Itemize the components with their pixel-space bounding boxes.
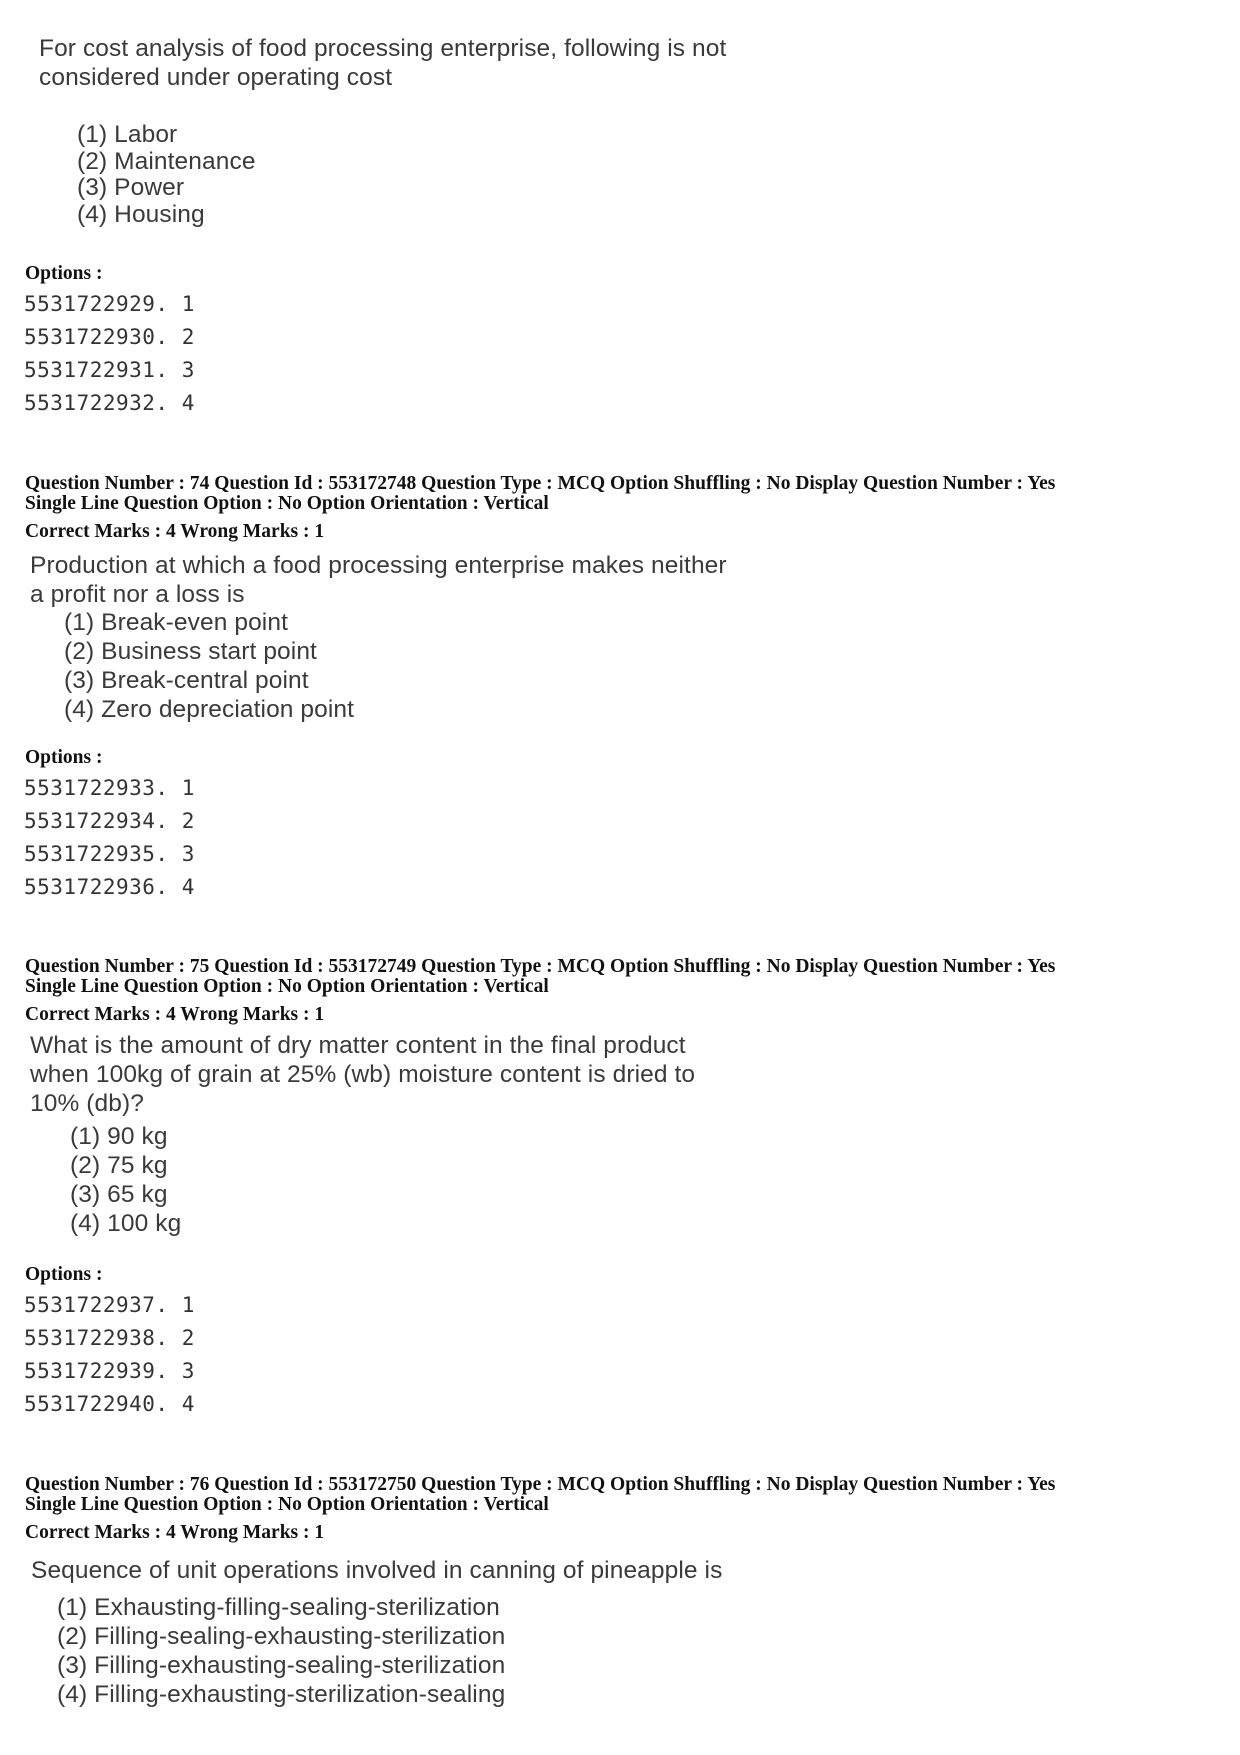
q75-option-2: 5531722938. 2 (24, 1326, 195, 1350)
q74-meta-line-2: Single Line Question Option : No Option Orientation : Vertical (25, 493, 549, 514)
q74-choice-1: (1) Break-even point (64, 609, 288, 636)
q73-option-3: 5531722931. 3 (24, 358, 195, 382)
q73-stem-line: For cost analysis of food processing enterprise, following is not (39, 35, 727, 62)
q75-stem-line: What is the amount of dry matter content in the final product (30, 1032, 686, 1059)
q74-option-4: 5531722936. 4 (24, 875, 195, 899)
q74-option-2: 5531722934. 2 (24, 809, 195, 833)
q74-choice-2: (2) Business start point (64, 638, 317, 665)
q75-options-label: Options : (25, 1264, 103, 1285)
q75-choice-4: (4) 100 kg (70, 1210, 182, 1237)
q74-choices (64, 608, 354, 724)
q76-choices (57, 1593, 505, 1709)
q76-choice-4: (4) Filling-exhausting-sterilization-sealing (57, 1681, 506, 1708)
q75-stem-line: 10% (db)? (30, 1090, 144, 1117)
q74-options-label: Options : (25, 747, 103, 768)
q76-choice-3: (3) Filling-exhausting-sealing-sterilization (57, 1652, 506, 1679)
q75-meta-line-2: Single Line Question Option : No Option Orientation : Vertical (25, 976, 549, 997)
q74-choice-4: (4) Zero depreciation point (64, 696, 355, 723)
q75-marks: Correct Marks : 4 Wrong Marks : 1 (25, 1004, 325, 1025)
q73-option-4: 5531722932. 4 (24, 391, 195, 415)
q74-stem-line: a profit nor a loss is (30, 581, 245, 608)
q75-stem-line: when 100kg of grain at 25% (wb) moisture content is dried to (30, 1061, 696, 1088)
q74-meta-line-1: Question Number : 74 Question Id : 553172748 Question Type : MCQ Option Shuffling : No Display Question Number : Yes (25, 473, 1056, 494)
q73-question-text (39, 34, 726, 92)
q73-stem-line: considered under operating cost (39, 64, 393, 91)
q74-stem-line: Production at which a food processing enterprise makes neither (30, 552, 727, 579)
q74-question-text (30, 551, 727, 609)
q75-option-4: 5531722940. 4 (24, 1392, 195, 1416)
q74-option-3: 5531722935. 3 (24, 842, 195, 866)
q74-choice-3: (3) Break-central point (64, 667, 309, 694)
q76-stem-line: Sequence of unit operations involved in canning of pineapple is (31, 1557, 723, 1584)
q76-question-text (31, 1556, 722, 1585)
q75-option-1: 5531722937. 1 (24, 1293, 195, 1317)
q75-option-3: 5531722939. 3 (24, 1359, 195, 1383)
q75-choice-3: (3) 65 kg (70, 1181, 168, 1208)
q75-choice-2: (2) 75 kg (70, 1152, 168, 1179)
q73-choice-3: (3) Power (77, 174, 185, 201)
q73-option-2: 5531722930. 2 (24, 325, 195, 349)
q76-choice-1: (1) Exhausting-filling-sealing-sterilization (57, 1594, 500, 1621)
q73-option-1: 5531722929. 1 (24, 292, 195, 316)
q76-marks: Correct Marks : 4 Wrong Marks : 1 (25, 1522, 325, 1543)
q74-marks: Correct Marks : 4 Wrong Marks : 1 (25, 521, 325, 542)
q75-choices (70, 1122, 181, 1238)
q76-meta-line-1: Question Number : 76 Question Id : 553172750 Question Type : MCQ Option Shuffling : No Display Question Number : Yes (25, 1474, 1056, 1495)
q76-meta-line-2: Single Line Question Option : No Option Orientation : Vertical (25, 1494, 549, 1515)
q73-choice-2: (2) Maintenance (77, 147, 256, 175)
q73-choices (77, 122, 256, 228)
q73-choice-1: (1) Labor (77, 121, 178, 148)
q74-option-1: 5531722933. 1 (24, 776, 195, 800)
q73-choice-4: (4) Housing (77, 200, 205, 228)
q75-meta-line-1: Question Number : 75 Question Id : 553172749 Question Type : MCQ Option Shuffling : No Display Question Number : Yes (25, 956, 1056, 977)
q75-question-text (30, 1031, 695, 1118)
q75-choice-1: (1) 90 kg (70, 1123, 168, 1150)
q76-choice-2: (2) Filling-sealing-exhausting-sterilization (57, 1623, 506, 1650)
q73-options-label: Options : (25, 263, 103, 284)
